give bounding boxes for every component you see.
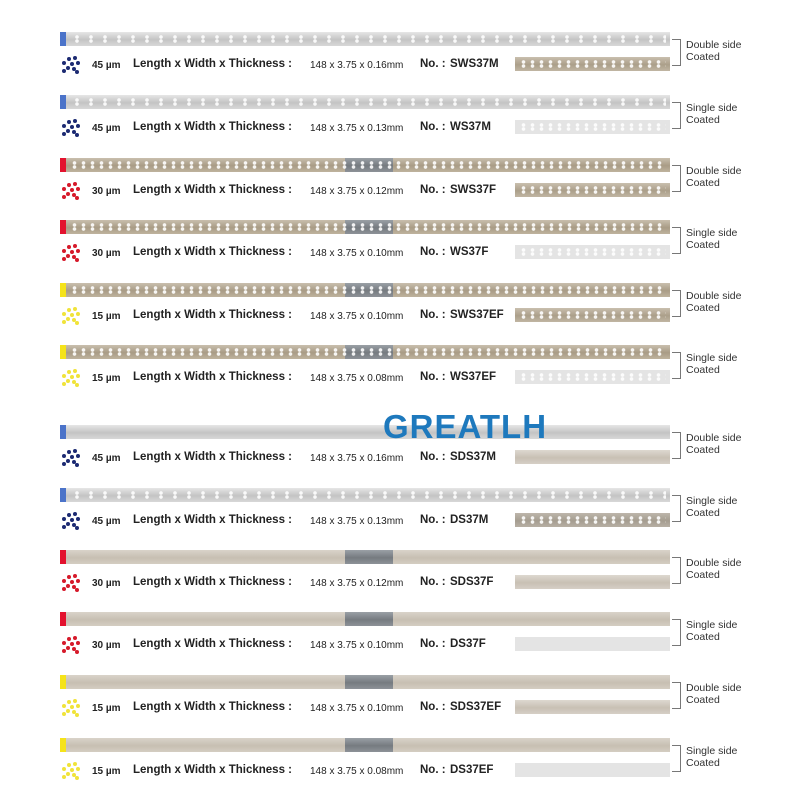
dimension-value: 148 x 3.75 x 0.10mm [310, 248, 404, 259]
strip-center-section [345, 675, 393, 689]
dimension-value: 148 x 3.75 x 0.08mm [310, 766, 404, 777]
back-side-swatch [515, 450, 670, 464]
back-side-swatch [515, 183, 670, 197]
abrasive-strip [60, 550, 670, 564]
product-spec-row [60, 308, 670, 328]
dimension-value: 148 x 3.75 x 0.10mm [310, 311, 404, 322]
abrasive-strip [60, 158, 670, 172]
dimension-label: Length x Width x Thickness : [133, 451, 292, 463]
brand-logo: GREATLH [383, 408, 548, 445]
abrasive-strip [60, 738, 670, 752]
strip-perforations [70, 491, 666, 499]
product-number-label: No. : [420, 371, 446, 383]
coating-bracket [672, 290, 681, 317]
strip-color-cap [60, 612, 66, 626]
back-side-swatch [515, 637, 670, 651]
abrasive-strip [60, 425, 670, 439]
product-spec-row [60, 513, 670, 533]
grit-dots-icon [60, 55, 80, 77]
product-number-label: No. : [420, 701, 446, 713]
coating-label: Double side Coated [686, 290, 742, 314]
strip-color-cap [60, 550, 66, 564]
product-spec-row [60, 575, 670, 595]
coating-bracket [672, 227, 681, 254]
coating-bracket [672, 557, 681, 584]
abrasive-strip [60, 612, 670, 626]
dimension-label: Length x Width x Thickness : [133, 638, 292, 650]
back-side-swatch [515, 700, 670, 714]
strip-color-cap [60, 95, 66, 109]
back-side-swatch [515, 57, 670, 71]
coating-label: Single side Coated [686, 745, 738, 769]
product-number-label: No. : [420, 514, 446, 526]
strip-color-cap [60, 283, 66, 297]
coating-label: Double side Coated [686, 432, 742, 456]
product-spec-row [60, 700, 670, 720]
product-code: SDS37F [450, 576, 494, 588]
coating-label: Double side Coated [686, 682, 742, 706]
dimension-label: Length x Width x Thickness : [133, 58, 292, 70]
dimension-label: Length x Width x Thickness : [133, 764, 292, 776]
product-spec-row [60, 57, 670, 77]
product-number-label: No. : [420, 246, 446, 258]
grit-size: 15 µm [92, 766, 121, 777]
back-side-swatch [515, 120, 670, 134]
abrasive-strip [60, 32, 670, 46]
product-code: DS37M [450, 514, 489, 526]
product-code: DS37EF [450, 764, 494, 776]
back-side-swatch [515, 513, 670, 527]
strip-color-cap [60, 738, 66, 752]
dimension-label: Length x Width x Thickness : [133, 371, 292, 383]
abrasive-strip [60, 220, 670, 234]
coating-label: Single side Coated [686, 352, 738, 376]
strip-perforations [70, 35, 666, 43]
product-number-label: No. : [420, 309, 446, 321]
grit-dots-icon [60, 306, 80, 328]
strip-color-cap [60, 158, 66, 172]
back-side-swatch [515, 370, 670, 384]
grit-dots-icon [60, 573, 80, 595]
coating-label: Single side Coated [686, 495, 738, 519]
coating-bracket [672, 745, 681, 772]
strip-color-cap [60, 488, 66, 502]
grit-dots-icon [60, 448, 80, 470]
dimension-label: Length x Width x Thickness : [133, 309, 292, 321]
grit-dots-icon [60, 761, 80, 783]
dimension-value: 148 x 3.75 x 0.10mm [310, 703, 404, 714]
product-spec-row [60, 370, 670, 390]
strip-center-section [345, 612, 393, 626]
coating-bracket [672, 619, 681, 646]
back-side-swatch [515, 245, 670, 259]
dimension-value: 148 x 3.75 x 0.13mm [310, 516, 404, 527]
product-code: WS37F [450, 246, 489, 258]
grit-size: 15 µm [92, 373, 121, 384]
grit-dots-icon [60, 243, 80, 265]
product-code: SDS37M [450, 451, 497, 463]
strip-perforations [70, 98, 666, 106]
grit-dots-icon [60, 635, 80, 657]
product-code: SDS37EF [450, 701, 502, 713]
product-spec-row [60, 763, 670, 783]
product-code: SWS37M [450, 58, 499, 70]
product-number-label: No. : [420, 764, 446, 776]
grit-size: 45 µm [92, 453, 121, 464]
grit-size: 45 µm [92, 60, 121, 71]
dimension-label: Length x Width x Thickness : [133, 701, 292, 713]
coating-bracket [672, 495, 681, 522]
coating-label: Double side Coated [686, 557, 742, 581]
grit-dots-icon [60, 511, 80, 533]
coating-label: Double side Coated [686, 39, 742, 63]
dimension-label: Length x Width x Thickness : [133, 576, 292, 588]
grit-dots-icon [60, 368, 80, 390]
product-spec-row [60, 450, 670, 470]
grit-dots-icon [60, 181, 80, 203]
dimension-label: Length x Width x Thickness : [133, 184, 292, 196]
product-spec-row [60, 183, 670, 203]
grit-size: 45 µm [92, 516, 121, 527]
strip-perforations [70, 223, 666, 231]
coating-label: Single side Coated [686, 102, 738, 126]
strip-color-cap [60, 345, 66, 359]
product-code: WS37M [450, 121, 491, 133]
abrasive-strip [60, 95, 670, 109]
product-number-label: No. : [420, 451, 446, 463]
coating-bracket [672, 352, 681, 379]
grit-size: 30 µm [92, 640, 121, 651]
coating-bracket [672, 39, 681, 66]
abrasive-strip [60, 345, 670, 359]
back-side-swatch [515, 763, 670, 777]
strip-color-cap [60, 32, 66, 46]
product-code: WS37EF [450, 371, 497, 383]
dimension-value: 148 x 3.75 x 0.08mm [310, 373, 404, 384]
abrasive-strip [60, 283, 670, 297]
coating-bracket [672, 432, 681, 459]
strip-color-cap [60, 220, 66, 234]
strip-perforations [70, 286, 666, 294]
grit-size: 30 µm [92, 186, 121, 197]
product-spec-row [60, 245, 670, 265]
grit-size: 30 µm [92, 248, 121, 259]
grit-dots-icon [60, 698, 80, 720]
product-code: SWS37EF [450, 309, 504, 321]
strip-color-cap [60, 425, 66, 439]
dimension-value: 148 x 3.75 x 0.10mm [310, 640, 404, 651]
strip-perforations [70, 161, 666, 169]
product-code: SWS37F [450, 184, 497, 196]
product-number-label: No. : [420, 638, 446, 650]
product-number-label: No. : [420, 184, 446, 196]
strip-perforations [70, 348, 666, 356]
coating-bracket [672, 102, 681, 129]
dimension-value: 148 x 3.75 x 0.13mm [310, 123, 404, 134]
strip-center-section [345, 550, 393, 564]
coating-bracket [672, 165, 681, 192]
product-number-label: No. : [420, 121, 446, 133]
abrasive-strip [60, 675, 670, 689]
product-spec-row [60, 120, 670, 140]
dimension-value: 148 x 3.75 x 0.16mm [310, 60, 404, 71]
product-code: DS37F [450, 638, 486, 650]
product-number-label: No. : [420, 58, 446, 70]
dimension-label: Length x Width x Thickness : [133, 121, 292, 133]
back-side-swatch [515, 575, 670, 589]
grit-dots-icon [60, 118, 80, 140]
coating-label: Single side Coated [686, 227, 738, 251]
grit-size: 30 µm [92, 578, 121, 589]
grit-size: 15 µm [92, 311, 121, 322]
grit-size: 45 µm [92, 123, 121, 134]
dimension-label: Length x Width x Thickness : [133, 246, 292, 258]
coating-label: Double side Coated [686, 165, 742, 189]
product-number-label: No. : [420, 576, 446, 588]
abrasive-strip [60, 488, 670, 502]
dimension-value: 148 x 3.75 x 0.12mm [310, 578, 404, 589]
coating-bracket [672, 682, 681, 709]
dimension-label: Length x Width x Thickness : [133, 514, 292, 526]
dimension-value: 148 x 3.75 x 0.12mm [310, 186, 404, 197]
strip-center-section [345, 738, 393, 752]
back-side-swatch [515, 308, 670, 322]
product-spec-row [60, 637, 670, 657]
dimension-value: 148 x 3.75 x 0.16mm [310, 453, 404, 464]
grit-size: 15 µm [92, 703, 121, 714]
coating-label: Single side Coated [686, 619, 738, 643]
strip-color-cap [60, 675, 66, 689]
